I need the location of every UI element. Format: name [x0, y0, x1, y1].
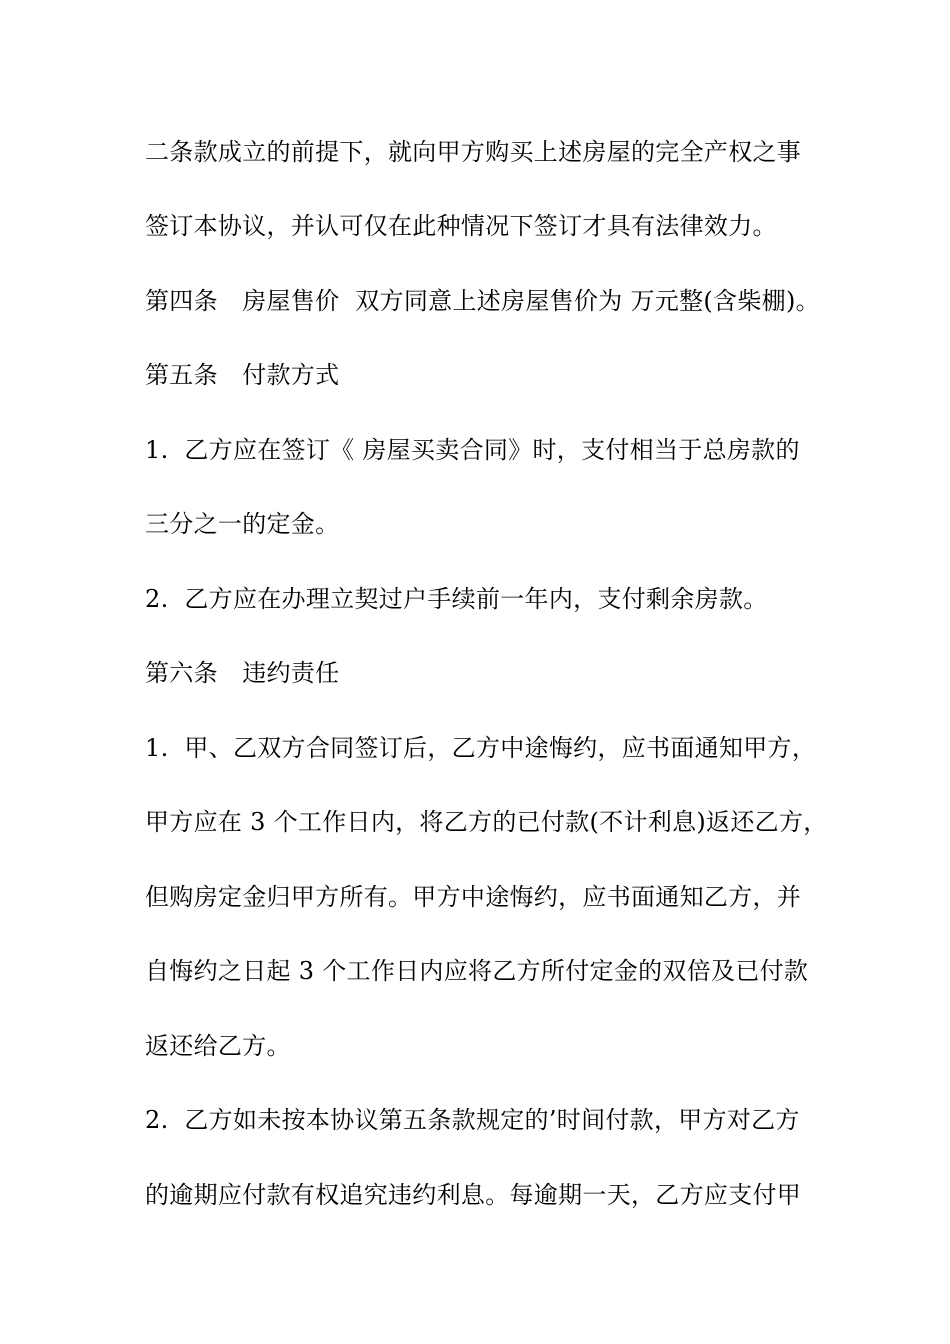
clause-line: 1. 甲、乙双方合同签订后，乙方中途悔约，应书面通知甲方， — [145, 734, 817, 762]
clause-line: 1. 乙方应在签订《 房屋买卖合同》时，支付相当于总房款的 — [145, 436, 800, 464]
clause-line: 的逾期应付款有权追究违约利息。每逾期一天，乙方应支付甲 — [145, 1181, 802, 1209]
clause-line: 但购房定金归甲方所有。甲方中途悔约，应书面通知乙方，并 — [145, 883, 802, 911]
article-5-heading: 第五条 付款方式 — [145, 361, 340, 389]
clause-line: 三分之一的定金。 — [145, 510, 340, 538]
clause-line: 2. 乙方如未按本协议第五条款规定的’时间付款，甲方对乙方 — [145, 1106, 800, 1134]
article-6-heading: 第六条 违约责任 — [145, 659, 340, 687]
clause-line: 2. 乙方应在办理立契过户手续前一年内，支付剩余房款。 — [145, 585, 768, 613]
paragraph-line: 二条款成立的前提下，就向甲方购买上述房屋的完全产权之事 — [145, 138, 802, 166]
clause-line: 返还给乙方。 — [145, 1032, 291, 1060]
clause-line: 自悔约之日起 3 个工作日内应将乙方所付定金的双倍及已付款 — [145, 957, 809, 985]
article-4-heading: 第四条 房屋售价 双方同意上述房屋售价为 万元整(含柴棚)。 — [145, 287, 820, 315]
clause-line: 甲方应在 3 个工作日内，将乙方的已付款(不计利息)返还乙方， — [145, 808, 828, 836]
paragraph-line: 签订本协议，并认可仅在此种情况下签订才具有法律效力。 — [145, 212, 777, 240]
